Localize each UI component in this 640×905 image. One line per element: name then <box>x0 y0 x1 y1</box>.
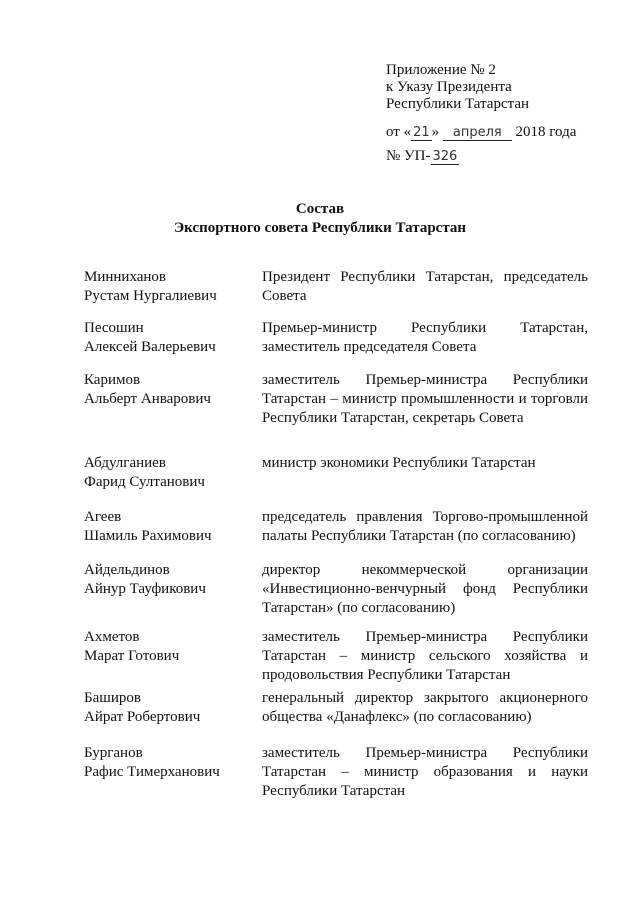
member-role: министр экономики Республики Татарстан <box>262 455 536 471</box>
date-mid: » <box>431 124 440 140</box>
member-surname: Абдулганиев <box>84 455 166 471</box>
member-role: Президент Республики Татарстан, председатель Совета <box>262 269 588 304</box>
member-role: генеральный директор закрытого акционерного общества «Данафлекс» (по согласованию) <box>262 690 588 725</box>
member-role: Премьер-министр Республики Татарстан, заместитель председателя Совета <box>262 320 588 355</box>
member-name <box>84 561 262 618</box>
member-role: заместитель Премьер-министра Республики Татарстан – министр промышленности и торговли Республики Татарстан, секретарь Совета <box>262 372 588 426</box>
member-surname: Ахметов <box>84 629 140 645</box>
member-surname: Бурганов <box>84 745 143 761</box>
date-month: апреля <box>443 125 512 141</box>
date-prefix: от « <box>386 124 412 140</box>
member-given-name: Фарид Султанович <box>84 474 205 490</box>
member-given-name: Айрат Робертович <box>84 709 201 725</box>
member-surname: Айдельдинов <box>84 562 170 578</box>
member-row <box>84 628 588 685</box>
member-name <box>84 508 262 546</box>
member-surname: Агеев <box>84 509 122 525</box>
member-surname: Баширов <box>84 690 141 706</box>
member-given-name: Айнур Тауфикович <box>84 581 206 597</box>
member-surname: Каримов <box>84 372 141 388</box>
appendix-header <box>386 62 626 113</box>
appendix-decree-ref: к Указу Президента <box>386 79 512 95</box>
member-surname: Минниханов <box>84 269 167 285</box>
member-role: директор некоммерческой организации «Инвестиционно-венчурный фонд Республики Татарстан» (по согласованию) <box>262 562 588 616</box>
member-name <box>84 689 262 727</box>
member-role: заместитель Премьер-министра Республики Татарстан – министр сельского хозяйства и продовольствия Республики Татарстан <box>262 629 588 683</box>
member-given-name: Алексей Валерьевич <box>84 339 216 355</box>
date-year: 2018 года <box>515 124 577 140</box>
member-given-name: Шамиль Рахимович <box>84 528 212 544</box>
number-value: 326 <box>432 149 458 164</box>
member-name <box>84 628 262 685</box>
member-row <box>84 508 588 546</box>
title-line-1: Состав <box>295 201 345 217</box>
member-given-name: Рафис Тимерханович <box>84 764 220 780</box>
title-line-2: Экспортного совета Республики Татарстан <box>173 220 467 236</box>
member-given-name: Альберт Анварович <box>84 391 211 407</box>
member-row <box>84 689 588 727</box>
member-name <box>84 744 262 801</box>
member-row <box>84 371 588 428</box>
member-surname: Песошин <box>84 320 144 336</box>
member-role: заместитель Премьер-министра Республики Татарстан – министр образования и науки Республики Татарстан <box>262 745 588 799</box>
member-name <box>84 371 262 428</box>
member-name <box>84 454 262 492</box>
member-row <box>84 268 588 306</box>
date-day: 21 <box>413 125 430 140</box>
member-row <box>84 744 588 801</box>
member-given-name: Рустам Нургалиевич <box>84 288 217 304</box>
page-title <box>0 200 640 238</box>
decree-number <box>386 148 459 165</box>
member-name <box>84 319 262 357</box>
member-name <box>84 268 262 306</box>
member-row <box>84 454 588 492</box>
member-row <box>84 561 588 618</box>
appendix-republic: Республики Татарстан <box>386 96 530 112</box>
number-prefix: № УП- <box>386 148 431 164</box>
member-role: председатель правления Торгово-промышленной палаты Республики Татарстан (по согласованию) <box>262 509 588 544</box>
member-row <box>84 319 588 357</box>
decree-date <box>386 124 576 141</box>
member-given-name: Марат Готович <box>84 648 180 664</box>
appendix-number: Приложение № 2 <box>386 62 496 78</box>
